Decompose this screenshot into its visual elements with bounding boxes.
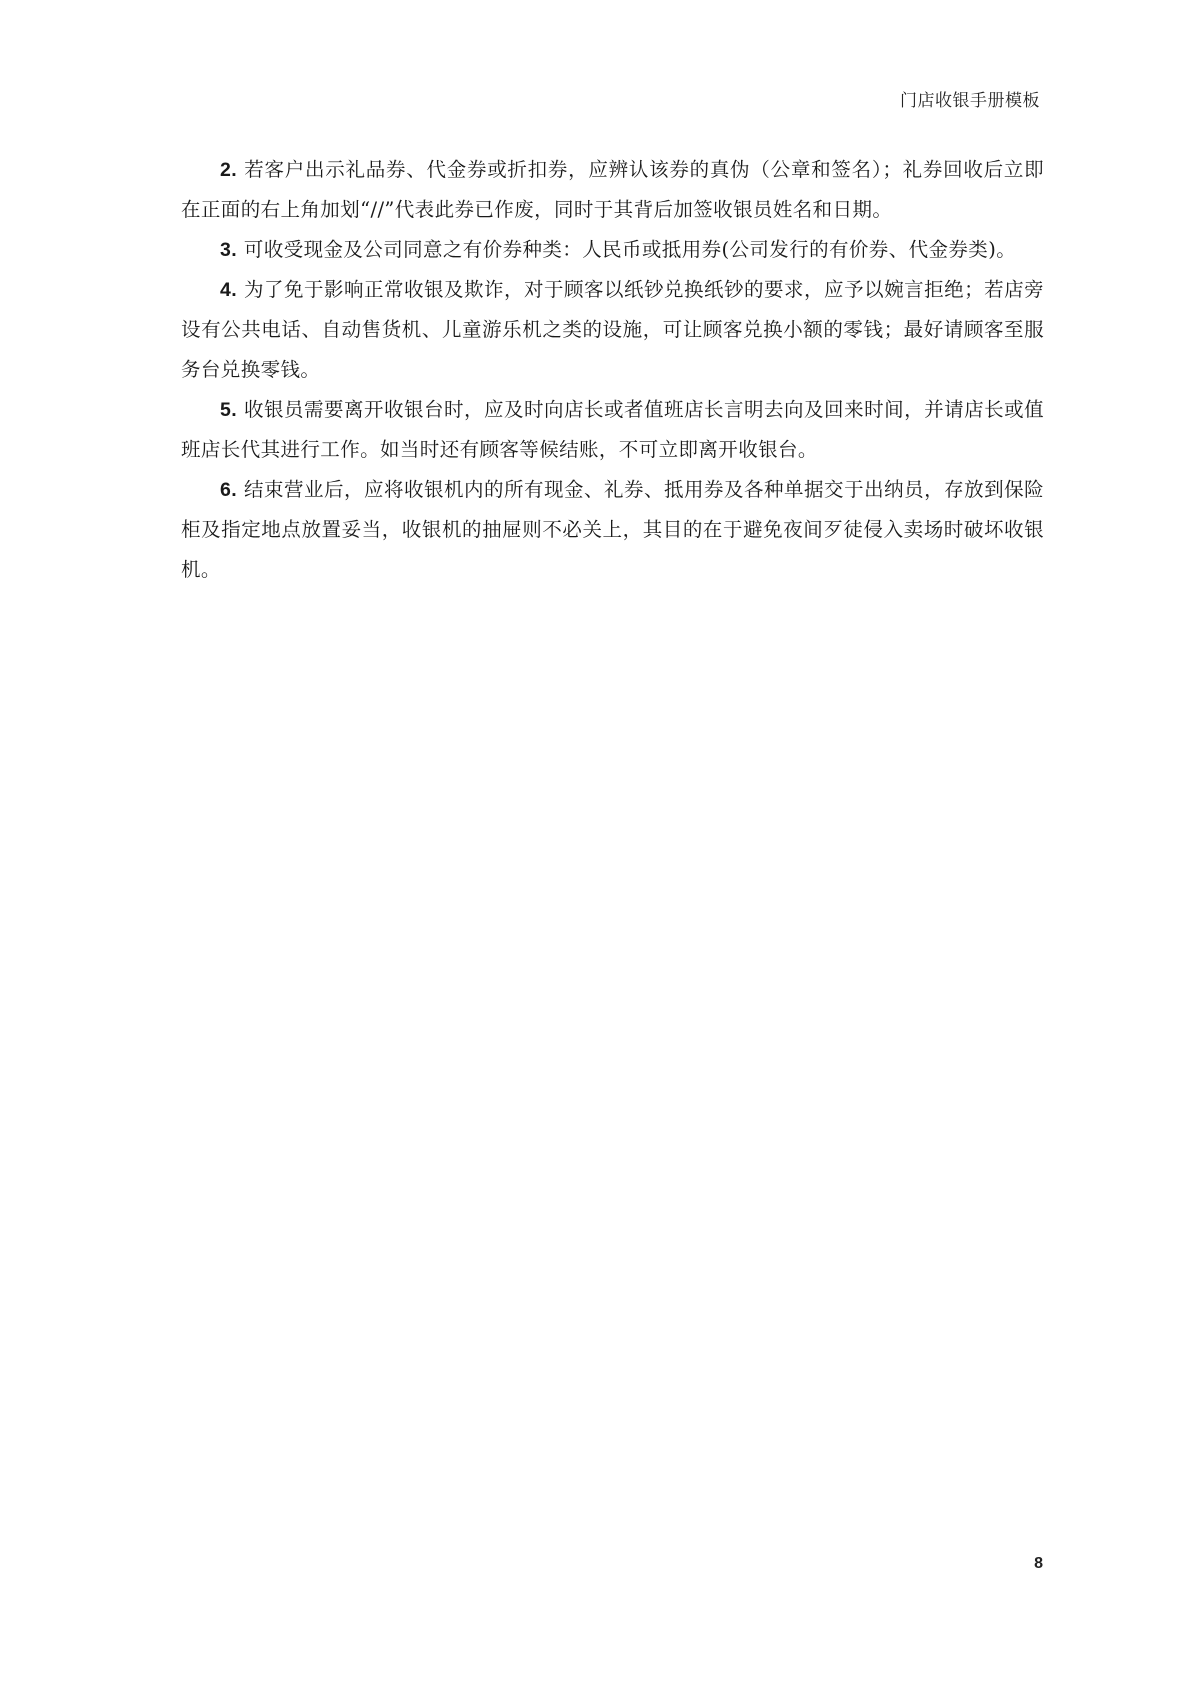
item-number: 5.	[220, 399, 238, 421]
item-number: 4.	[220, 279, 238, 301]
item-number: 2.	[220, 159, 238, 181]
item-number: 3.	[220, 239, 238, 261]
page-number: 8	[1034, 1555, 1043, 1572]
paragraph-item-4	[181, 270, 1044, 390]
paragraph-text: 收银员需要离开收银台时，应及时向店长或者值班店长言明去向及回来时间，并请店长或值班店长代其进行工作。如当时还有顾客等候结账，不可立即离开收银台。	[181, 398, 1044, 461]
paragraph-text: 若客户出示礼品券、代金券或折扣券，应辨认该券的真伪（公章和签名）；礼券回收后立即在正面的右上角加划“//”代表此券已作废，同时于其背后加签收银员姓名和日期。	[181, 158, 1044, 221]
running-header: 门店收银手册模板	[900, 91, 1040, 111]
item-number: 6.	[220, 479, 238, 501]
paragraph-text: 为了免于影响正常收银及欺诈，对于顾客以纸钞兑换纸钞的要求，应予以婉言拒绝；若店旁设有公共电话、自动售货机、儿童游乐机之类的设施，可让顾客兑换小额的零钱；最好请顾客至服务台兑换零钱。	[181, 278, 1044, 381]
paragraph-text: 结束营业后，应将收银机内的所有现金、礼券、抵用券及各种单据交于出纳员，存放到保险柜及指定地点放置妥当，收银机的抽屉则不必关上，其目的在于避免夜间歹徒侵入卖场时破坏收银机。	[181, 478, 1044, 581]
paragraph-item-5	[181, 390, 1044, 470]
paragraph-item-6	[181, 470, 1044, 590]
paragraph-text: 可收受现金及公司同意之有价券种类：人民币或抵用券(公司发行的有价券、代金券类)。	[243, 238, 1017, 261]
paragraph-item-3	[181, 230, 1044, 270]
paragraph-item-2	[181, 150, 1044, 230]
document-body	[181, 150, 1044, 590]
